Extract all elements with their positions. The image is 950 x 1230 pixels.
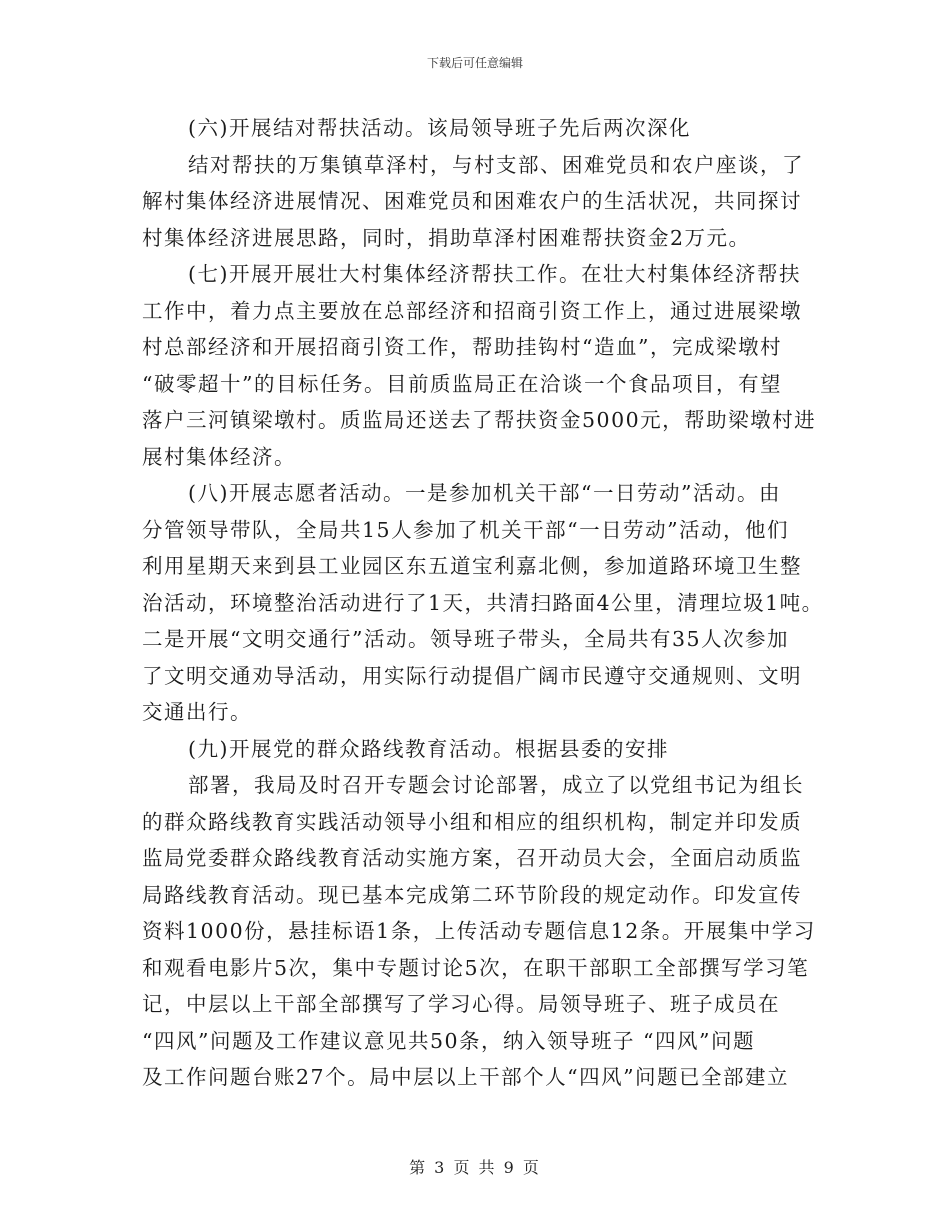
text-line: 结对帮扶的万集镇草泽村，与村支部、困难党员和农户座谈，了	[188, 152, 804, 177]
text-line: 工作中，着力点主要放在总部经济和招商引资工作上，通过进展梁墩	[142, 298, 802, 323]
text-line: 解村集体经济进展情况、困难党员和困难农户的生活状况，共同探讨	[142, 189, 802, 213]
text-line: 展村集体经济。	[142, 444, 296, 469]
page-number: 第 3 页 共 9 页	[409, 1158, 541, 1177]
text-line: 和观看电影片5次，集中专题讨论5次，在职干部职工全部撰写学习笔	[142, 955, 810, 980]
text-line: 监局党委群众路线教育活动实施方案，召开动员大会，全面启动质监	[142, 846, 802, 870]
text-line: 资料1000份，悬挂标语1条，上传活动专题信息12条。开展集中学习	[142, 919, 816, 943]
text-line: 利用星期天来到县工业园区东五道宝利嘉北侧，参加道路环境卫生整	[142, 554, 802, 578]
text-line: 记，中层以上干部全部撰写了学习心得。局领导班子、班子成员在	[142, 992, 780, 1016]
text-line: 交通出行。	[142, 700, 252, 724]
text-line: 部署，我局及时召开专题会讨论部署，成立了以党组书记为组长	[188, 773, 804, 797]
text-line: 及工作问题台账27个。局中层以上干部个人“四风”问题已全部建立	[142, 1065, 790, 1089]
text-line: 局路线教育活动。现已基本完成第二环节阶段的规定动作。印发宣传	[142, 882, 802, 907]
text-line: (八)开展志愿者活动。一是参加机关干部“一日劳动”活动。由	[188, 481, 781, 505]
text-line: (九)开展党的群众路线教育活动。根据县委的安排	[188, 736, 669, 761]
text-line: 村总部经济和开展招商引资工作，帮助挂钩村“造血”，完成梁墩村	[142, 335, 782, 359]
page-header: 下载后可任意编辑	[426, 56, 523, 70]
text-line: 落户三河镇梁墩村。质监局还送去了帮扶资金5000元，帮助梁墩村进	[142, 408, 817, 432]
text-line: (七)开展开展壮大村集体经济帮扶工作。在壮大村集体经济帮扶	[188, 262, 801, 286]
document-body	[142, 110, 824, 1096]
text-line: “四风”问题及工作建议意见共50条，纳入领导班子 “四风”问题	[142, 1028, 756, 1053]
text-line: 治活动，环境整治活动进行了1天，共清扫路面4公里，清理垃圾1吨。	[142, 590, 824, 615]
text-line: (六)开展结对帮扶活动。该局领导班子先后两次深化	[188, 116, 691, 140]
text-line: 了文明交通劝导活动，用实际行动提倡广阔市民遵守交通规则、文明	[142, 663, 802, 688]
text-line: 二是开展“文明交通行”活动。领导班子带头，全局共有35人次参加	[142, 627, 790, 651]
text-line: 分管领导带队，全局共15人参加了机关干部“一日劳动”活动，他们	[142, 517, 790, 542]
text-line: 村集体经济进展思路，同时，捐助草泽村困难帮扶资金2万元。	[142, 225, 751, 250]
text-line: “破零超十”的目标任务。目前质监局正在洽谈一个食品项目，有望	[142, 371, 782, 396]
text-line: 的群众路线教育实践活动领导小组和相应的组织机构，制定并印发质	[142, 809, 802, 834]
